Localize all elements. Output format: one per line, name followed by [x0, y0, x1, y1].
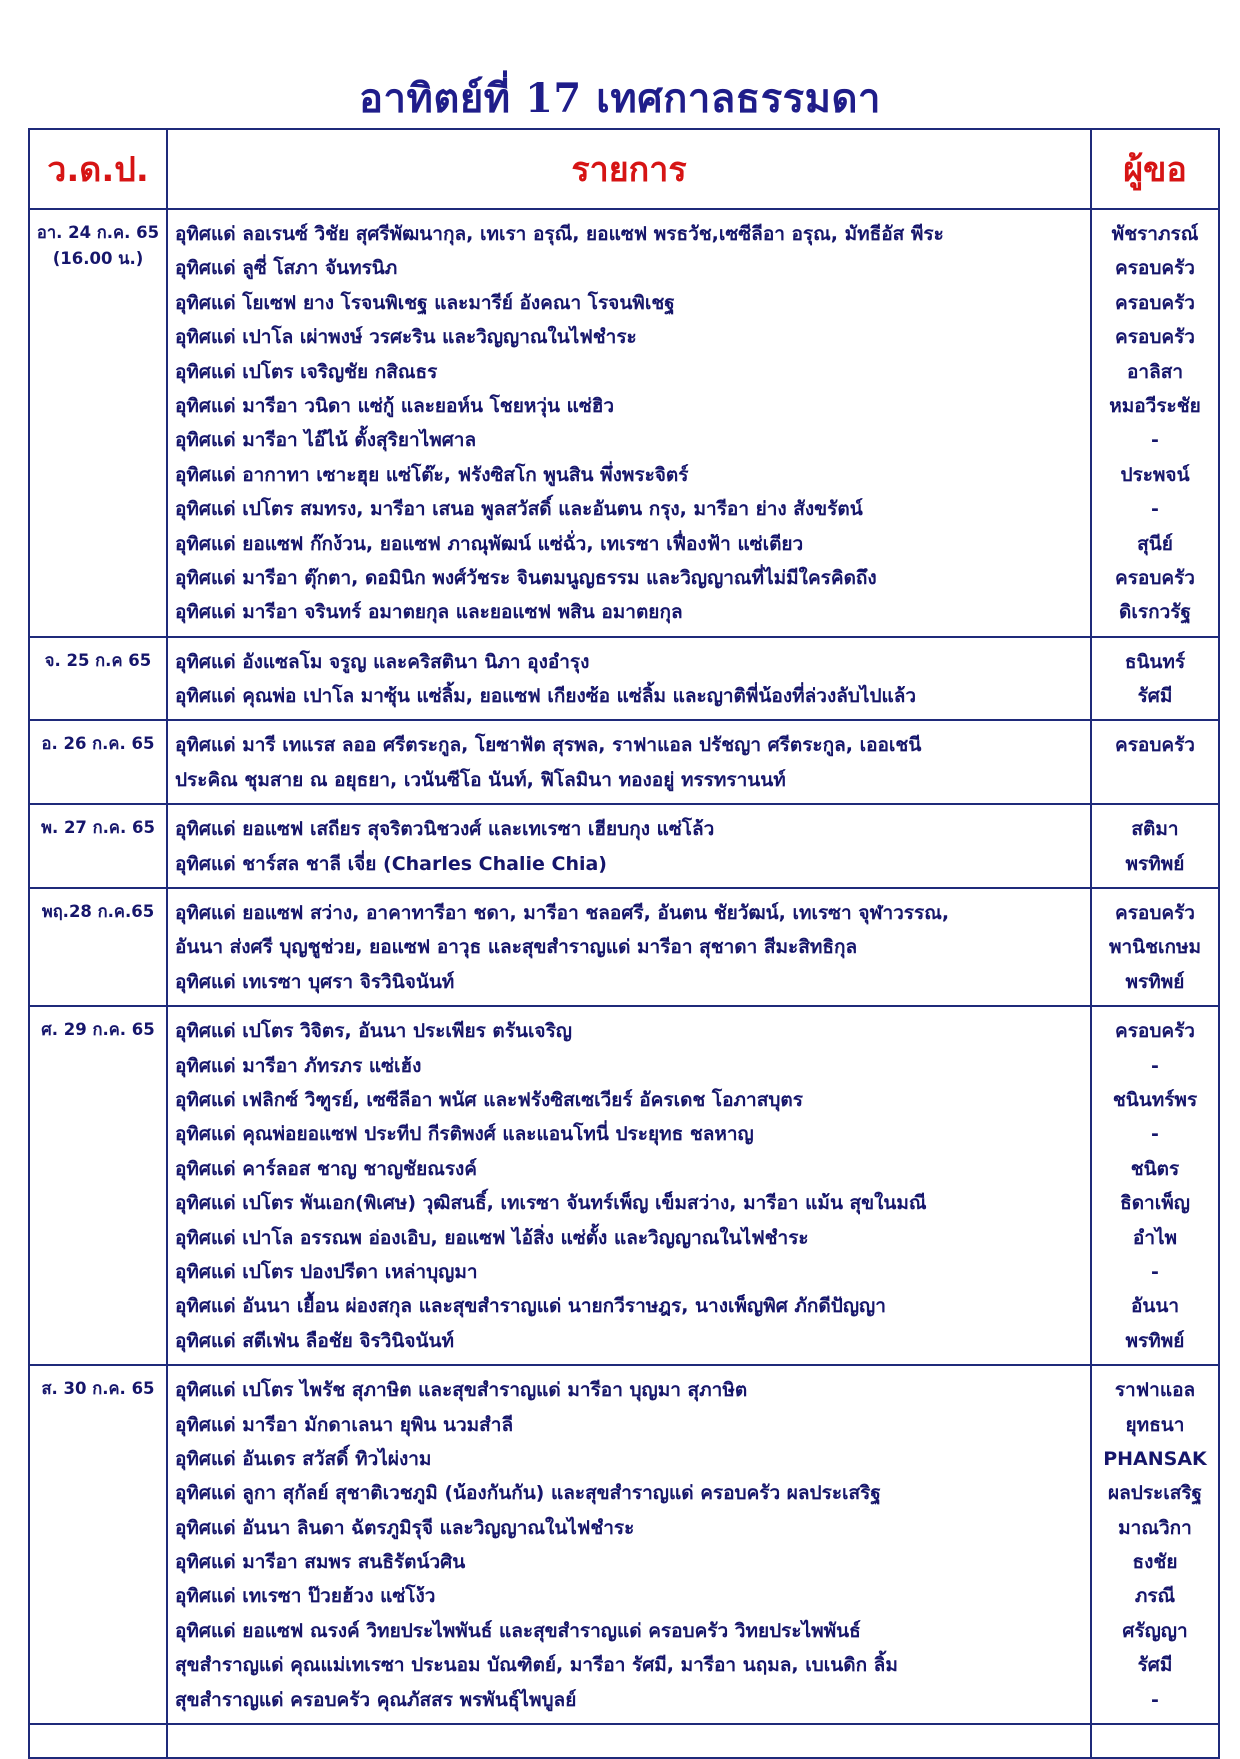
requester-cell	[1091, 209, 1219, 637]
requester-name: พรทิพย์	[1125, 852, 1185, 875]
requester-name: ผลประเสริฐ	[1107, 1482, 1203, 1505]
requester-cell	[1091, 1006, 1219, 1365]
requester-name: ธนินทร์	[1124, 650, 1186, 673]
intention-line: อุทิศแด่ ยอแซฟ เสถียร สุจริตวนิชวงศ์ และเทเรซา เฮียบกุง แซ่โล้ว	[175, 818, 715, 841]
date-cell	[29, 720, 167, 804]
requester-name: -	[1151, 498, 1159, 521]
requester-name: มาณวิกา	[1118, 1516, 1192, 1539]
date-cell	[29, 1006, 167, 1365]
header-row	[29, 129, 1219, 209]
intention-line: อุทิศแด่ เปโตร เจริญชัย กสิณธร	[175, 360, 438, 383]
intention-line: อุทิศแด่ ยอแซฟ ณรงค์ วิทยประไพพันธ์ และสุขสำราญแด่ ครอบครัว วิทยประไพพันธ์	[175, 1619, 861, 1642]
requester-name: สุนีย์	[1137, 532, 1173, 555]
intention-line: สุขสำราญแด่ คุณแม่เทเรซา ประนอม บัณฑิตย์, มารีอา รัศมี, มารีอา นฤมล, เบเนดิก ลิ้ม	[175, 1654, 898, 1677]
date-cell	[29, 1365, 167, 1724]
date-text: จ. 25 ก.ค 65	[44, 650, 152, 670]
requester-name: ครอบครัว	[1115, 566, 1195, 589]
intention-line: อุทิศแด่ ยอแซฟ สว่าง, อาคาทารีอา ชดา, มารีอา ชลอศรี, อันตน ชัยวัฒน์, เทเรซา จุฬาวรรณ,	[175, 902, 950, 925]
intention-line: อุทิศแด่ คุณพ่อยอแซฟ ประทีป กีรติพงศ์ และแอนโทนี่ ประยุทธ ชลหาญ	[175, 1123, 754, 1146]
requester-name: -	[1151, 1688, 1159, 1711]
intention-line: อุทิศแด่ มารีอา ตุ๊กตา, ดอมินิก พงศ์วัชระ จินตมนูญธรรม และวิญญาณที่ไม่มีใครคิดถึง	[175, 566, 877, 589]
date-text: ส. 30 ก.ค. 65	[41, 1379, 155, 1399]
intention-line: อุทิศแด่ มารีอา ไอ๊ไน้ ตั้งสุริยาไพศาล	[175, 429, 477, 452]
intention-line: อุทิศแด่ เปาโล เผ่าพงษ์ วรศะริน และวิญญาณในไฟชำระ	[175, 326, 637, 349]
date-text: ศ. 29 ก.ค. 65	[41, 1020, 155, 1040]
requester-cell	[1091, 804, 1219, 888]
requester-name: ครอบครัว	[1115, 257, 1195, 280]
intention-line: อุทิศแด่ มารีอา วนิดา แซ่กู้ และยอห์น โชยหวุ่น แซ่ฮิว	[175, 394, 615, 417]
intention-line: อุทิศแด่ คุณพ่อ เปาโล มาซุ้น แซ่ลิ้ม, ยอแซฟ เกียงซ้อ แซ่ลิ้ม และญาติพี่น้องที่ล่วงลับไปแล้ว	[175, 685, 917, 708]
requester-cell	[1091, 720, 1219, 804]
requester-cell	[1091, 1365, 1219, 1724]
mass-intention-table	[28, 128, 1220, 1759]
requester-name: รัศมี	[1137, 685, 1173, 708]
list-column-header: รายการ	[167, 129, 1091, 209]
intention-line: อุทิศแด่ เปโตร วิจิตร, อันนา ประเพียร ตรันเจริญ	[175, 1020, 572, 1043]
intention-line: อุทิศแด่ เปโตร ไพรัช สุภาษิต และสุขสำราญแด่ มารีอา บุญมา สุภาษิต	[175, 1379, 748, 1402]
date-column-header: ว.ด.ป.	[29, 129, 167, 209]
requester-column-header: ผู้ขอ	[1091, 129, 1219, 209]
intention-line: อุทิศแด่ เปโตร ปองปรีดา เหล่าบุญมา	[175, 1260, 478, 1283]
requester-name: รัศมี	[1137, 1654, 1173, 1677]
requester-name: ธิดาเพ็ญ	[1120, 1192, 1190, 1215]
date-text: อ. 26 ก.ค. 65	[41, 734, 155, 754]
requester-name: พรทิพย์	[1125, 1329, 1185, 1352]
table-row	[29, 1365, 1219, 1724]
intention-line: อุทิศแด่ เฟลิกซ์ วิฑูรย์, เซซีลีอา พนัศ และฟรังซิสเซเวียร์ อัครเดช โอภาสบุตร	[175, 1088, 803, 1111]
requester-name: ดิเรกวรัฐ	[1119, 601, 1191, 624]
intention-line: อุทิศแด่ มารีอา มักดาเลนา ยุพิน นวมสำลี	[175, 1413, 514, 1436]
table-row	[29, 720, 1219, 804]
date-cell	[29, 804, 167, 888]
date-text: อา. 24 ก.ค. 65	[36, 223, 160, 242]
requester-name: สติมา	[1131, 818, 1179, 841]
requester-name: -	[1151, 1260, 1159, 1283]
requester-name: ธงชัย	[1132, 1551, 1178, 1574]
requester-name: -	[1151, 429, 1159, 452]
requester-name: PHANSAK	[1103, 1447, 1207, 1470]
intention-line: อุทิศแด่ สตีเฟ่น ลือชัย จิรวินิจนันท์	[175, 1329, 455, 1352]
intention-line: อุทิศแด่ อันนา ลินดา ฉัตรภูมิรุจี และวิญญาณในไฟชำระ	[175, 1516, 635, 1539]
requester-name: ประพจน์	[1120, 463, 1190, 486]
intention-line: อันนา ส่งศรี บุญชูช่วย, ยอแซฟ อาวุธ และสุขสำราญแด่ มารีอา สุชาดา สีมะสิทธิกุล	[175, 936, 858, 959]
table-row	[29, 1006, 1219, 1365]
requester-name: ศรัญญา	[1122, 1619, 1188, 1642]
intention-line: อุทิศแด่ เปโตร พันเอก(พิเศษ) วุฒิสนธิ์, เทเรซา จันทร์เพ็ญ เข็มสว่าง, มารีอา แม้น สุขในมณี	[175, 1192, 927, 1215]
requester-name: พรทิพย์	[1125, 970, 1185, 993]
requester-name: ครอบครัว	[1115, 326, 1195, 349]
requester-name: พานิชเกษม	[1108, 936, 1202, 959]
requester-name: ราฟาแอล	[1114, 1379, 1196, 1402]
requester-name: หมอวีระชัย	[1109, 394, 1201, 417]
date-cell	[29, 637, 167, 721]
intentions-cell	[167, 804, 1091, 888]
page-title: อาทิตย์ที่ 17 เทศกาลธรรมดา	[359, 75, 881, 122]
requester-name: ชนินทร์พร	[1112, 1088, 1198, 1111]
intention-line: อุทิศแด่ อันเดร สวัสดิ์ ทิวไผ่งาม	[175, 1447, 432, 1470]
intentions-cell	[167, 209, 1091, 637]
intention-line: อุทิศแด่ เปาโล อรรณพ อ่องเอิบ, ยอแซฟ ไอ้สิ่ง แซ่ตั้ง และวิญญาณในไฟชำระ	[175, 1226, 809, 1249]
schedule-body	[29, 209, 1219, 1758]
intention-line: อุทิศแด่ มารีอา จรินทร์ อมาตยกุล และยอแซฟ พสิน อมาตยกุล	[175, 601, 683, 624]
intention-line: อุทิศแด่ อังแซลโม จรูญ และคริสตินา นิภา อุงอำรุง	[175, 650, 590, 673]
date-text: พฤ.28 ก.ค.65	[41, 902, 155, 922]
empty-cell	[1091, 1724, 1219, 1758]
intention-line: อุทิศแด่ มารีอา สมพร สนธิรัตน์วศิน	[175, 1551, 466, 1574]
requester-name: ครอบครัว	[1115, 291, 1195, 314]
intention-line: อุทิศแด่ อันนา เยื้อน ผ่องสกุล และสุขสำราญแด่ นายกวีราษฎร, นางเพ็ญพิศ ภักดีปัญญา	[175, 1295, 886, 1318]
intention-line: อุทิศแด่ โยเซฟ ยาง โรจนพิเชฐ และมารีย์ อังคณา โรจนพิเชฐ	[175, 291, 675, 314]
intention-line: ประคิณ ชุมสาย ณ อยุธยา, เวนันซีโอ นันท์, ฟิโลมินา ทองอยู่ ทรรทรานนท์	[175, 768, 786, 791]
intention-line: อุทิศแด่ ลูกา สุกัลย์ สุชาติเวชภูมิ (น้องกันกัน) และสุขสำราญแด่ ครอบครัว ผลประเสริฐ	[175, 1482, 881, 1505]
intentions-cell	[167, 637, 1091, 721]
intention-line: อุทิศแด่ มารีอา ภัทรภร แซ่เฮ้ง	[175, 1054, 422, 1077]
date-cell	[29, 209, 167, 637]
intention-line: อุทิศแด่ ชาร์สล ชาลี เจี่ย (Charles Chalie Chia)	[175, 852, 607, 875]
requester-name: พัชราภรณ์	[1111, 223, 1199, 245]
table-row	[29, 209, 1219, 637]
requester-name: อันนา	[1130, 1295, 1180, 1318]
requester-name: อาลิสา	[1127, 360, 1183, 383]
empty-cell	[167, 1724, 1091, 1758]
requester-name: ครอบครัว	[1115, 902, 1195, 925]
table-row	[29, 888, 1219, 1006]
requester-name: อำไพ	[1132, 1226, 1178, 1249]
intention-line: อุทิศแด่ เทเรซา บุศรา จิรวินิจนันท์	[175, 970, 455, 993]
intention-line: อุทิศแด่ ลูซี่ โสภา จันทรนิภ	[175, 257, 398, 280]
intentions-cell	[167, 720, 1091, 804]
date-text: พ. 27 ก.ค. 65	[41, 818, 155, 838]
intention-line: อุทิศแด่ มารี เทแรส ลออ ศรีตระกูล, โยซาฟัต สุรพล, ราฟาแอล ปรัชญา ศรีตระกูล, เออเชนี	[175, 734, 922, 757]
date-text: (16.00 น.)	[52, 249, 144, 268]
requester-name: ครอบครัว	[1115, 734, 1195, 757]
intention-line: อุทิศแด่ เทเรซา ป๊วยฮ้วง แซ่โง้ว	[175, 1585, 436, 1608]
requester-name: ชนิตร	[1130, 1157, 1180, 1180]
requester-name: -	[1151, 1123, 1159, 1146]
table-row	[29, 637, 1219, 721]
intentions-cell	[167, 1365, 1091, 1724]
intention-line: อุทิศแด่ เปโตร สมทรง, มารีอา เสนอ พูลสวัสดิ์ และอันตน กรุง, มารีอา ย่าง สังขรัตน์	[175, 498, 863, 521]
requester-name: ภรณี	[1134, 1585, 1176, 1608]
intentions-cell	[167, 888, 1091, 1006]
intentions-cell	[167, 1006, 1091, 1365]
intention-line: อุทิศแด่ คาร์ลอส ชาญ ชาญชัยณรงค์	[175, 1157, 478, 1180]
requester-cell	[1091, 637, 1219, 721]
date-cell	[29, 888, 167, 1006]
requester-cell	[1091, 888, 1219, 1006]
intention-line: อุทิศแด่ ลอเรนซ์ วิชัย สุศรีพัฒนากุล, เทเรา อรุณี, ยอแซฟ พรธวัช,เซซีลีอา อรุณ, มัทธีอัส พีระ	[175, 223, 944, 245]
intention-line: สุขสำราญแด่ ครอบครัว คุณภัสสร พรพันธุ์ไพบูลย์	[175, 1688, 577, 1711]
empty-cell	[29, 1724, 167, 1758]
table-row	[29, 804, 1219, 888]
continuation-row	[29, 1724, 1219, 1758]
requester-name: ครอบครัว	[1115, 1020, 1195, 1043]
requester-name: -	[1151, 1054, 1159, 1077]
intention-line: อุทิศแด่ อากาทา เซาะฮุย แซ่โต๊ะ, ฟรังซิสโก พูนสิน พึ่งพระจิตร์	[175, 463, 689, 486]
intention-line: อุทิศแด่ ยอแซฟ ก๊กง้วน, ยอแซฟ ภาณุพัฒน์ แซ่ฉั่ว, เทเรซา เฟื่องฟ้า แซ่เตียว	[175, 532, 804, 555]
requester-name: ยุทธนา	[1125, 1413, 1185, 1436]
